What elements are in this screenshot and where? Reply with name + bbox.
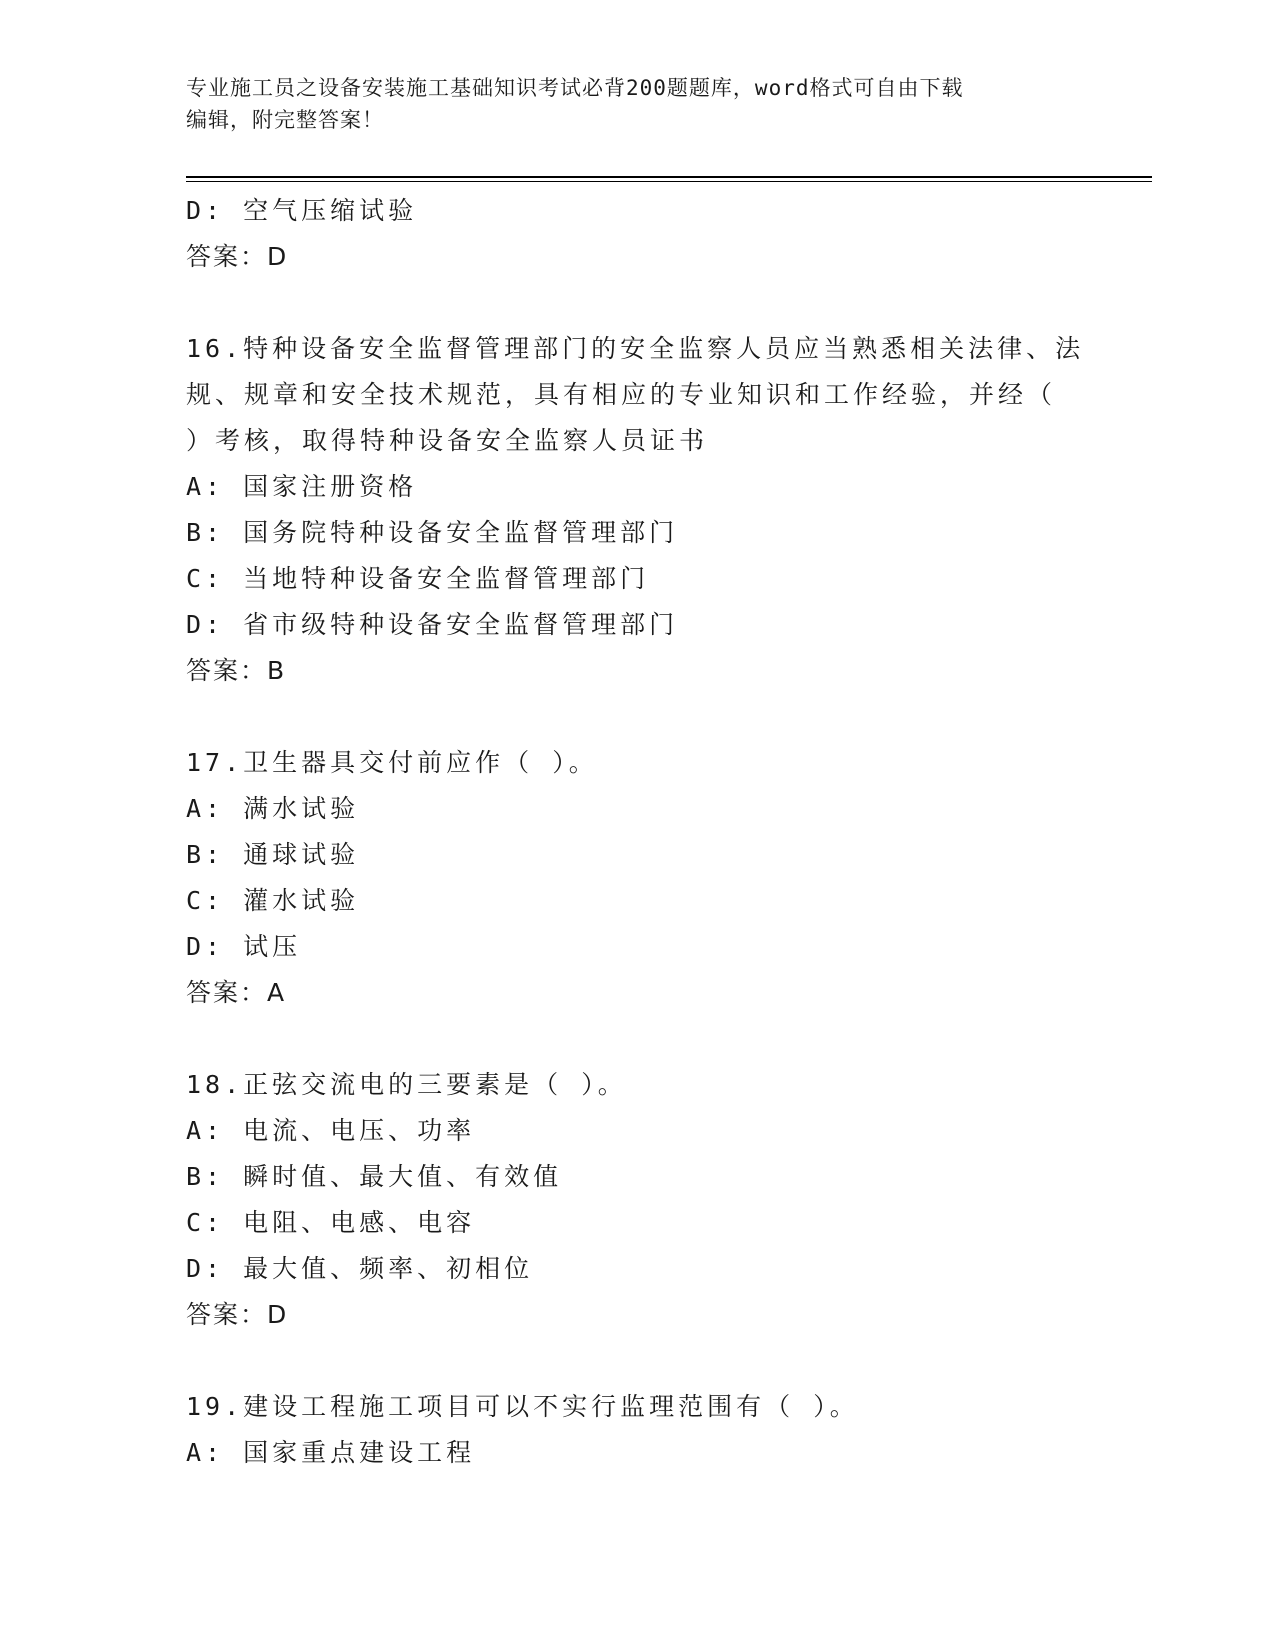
question-16 (186, 326, 1086, 694)
answer-line: 答案：B (186, 656, 287, 685)
option-a: A: 满水试验 (186, 794, 360, 823)
spacer (186, 1016, 1086, 1062)
question-stem: 19.建设工程施工项目可以不实行监理范围有（ ）。 (186, 1392, 859, 1421)
option-b: B: 瞬时值、最大值、有效值 (186, 1162, 563, 1191)
option-d: D: 空气压缩试验 (186, 196, 418, 225)
header-divider-thin (186, 181, 1152, 182)
header-title-line-2: 编辑，附完整答案！ (186, 108, 384, 132)
option-a: A: 国家重点建设工程 (186, 1438, 476, 1467)
question-19 (186, 1384, 1086, 1476)
question-stem: 规、规章和安全技术规范，具有相应的专业知识和工作经验，并经（ (186, 380, 1057, 409)
option-b: B: 国务院特种设备安全监督管理部门 (186, 518, 679, 547)
question-list (186, 188, 1086, 1476)
question-stem: 17.卫生器具交付前应作（ ）。 (186, 748, 598, 777)
option-d: D: 试压 (186, 932, 302, 961)
option-a: A: 国家注册资格 (186, 472, 418, 501)
question-17 (186, 740, 1086, 1016)
answer-line: 答案：A (186, 978, 287, 1007)
question-18 (186, 1062, 1086, 1338)
spacer (186, 1338, 1086, 1384)
header-title-line-1: 专业施工员之设备安装施工基础知识考试必背200题题库，word格式可自由下载 (186, 76, 964, 100)
question-stem: ）考核，取得特种设备安全监察人员证书 (186, 426, 709, 455)
question-stem: 18.正弦交流电的三要素是（ ）。 (186, 1070, 627, 1099)
option-b: B: 通球试验 (186, 840, 360, 869)
question-stem: 16.特种设备安全监督管理部门的安全监察人员应当熟悉相关法律、法 (186, 334, 1085, 363)
option-a: A: 电流、电压、功率 (186, 1116, 476, 1145)
option-c: C: 灌水试验 (186, 886, 360, 915)
answer-line: 答案：D (186, 242, 289, 271)
answer-line: 答案：D (186, 1300, 289, 1329)
spacer (186, 280, 1086, 326)
option-c: C: 电阻、电感、电容 (186, 1208, 476, 1237)
option-d: D: 最大值、频率、初相位 (186, 1254, 534, 1283)
document-header (186, 72, 1086, 136)
option-d: D: 省市级特种设备安全监督管理部门 (186, 610, 679, 639)
option-c: C: 当地特种设备安全监督管理部门 (186, 564, 650, 593)
header-divider-thick (186, 176, 1152, 178)
spacer (186, 694, 1086, 740)
